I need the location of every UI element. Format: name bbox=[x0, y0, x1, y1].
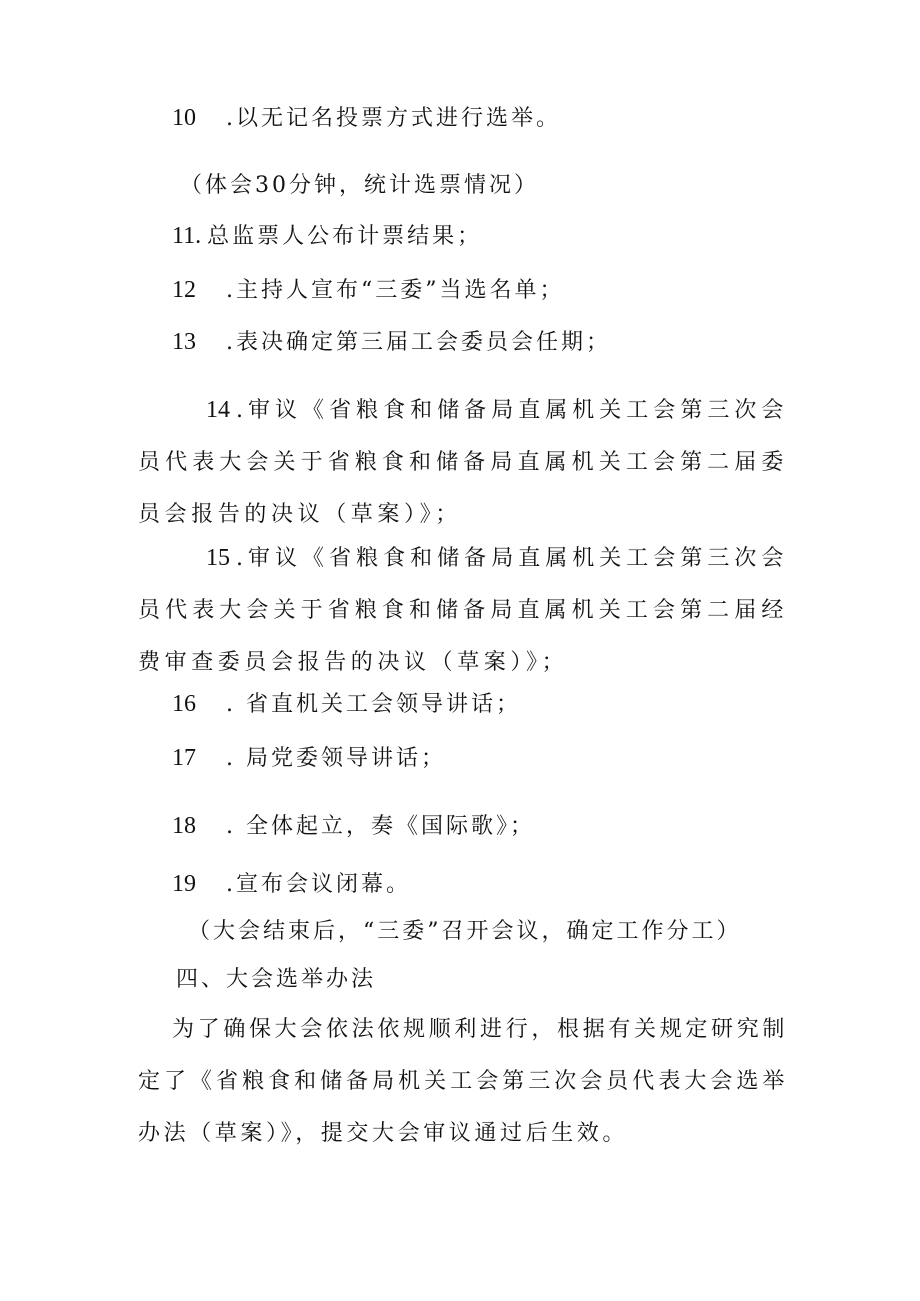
agenda-item-11 bbox=[172, 210, 832, 263]
item-text: .表决确定第三届工会委员会任期； bbox=[226, 330, 611, 355]
agenda-item-15 bbox=[138, 532, 788, 689]
note-text: （大会结束后，“三委”召开会议，确定工作分工） bbox=[188, 919, 742, 944]
item-number: 17 bbox=[172, 745, 196, 771]
agenda-item-17 bbox=[172, 732, 832, 785]
heading-text: 四、大会选举办法 bbox=[176, 967, 377, 992]
agenda-item-10 bbox=[172, 92, 832, 145]
agenda-item-14 bbox=[138, 384, 788, 541]
body-text: 为了确保大会依法依规顺利进行，根据有关规定研究制定了《省粮食和储备局机关工会第三次会员代表大会选举办法（草案）》，提交大会审议通过后生效。 bbox=[138, 1017, 788, 1146]
item-number: 15 bbox=[206, 545, 230, 571]
item-text: 总监票人公布计票结果； bbox=[207, 224, 483, 249]
item-number: 14 bbox=[206, 397, 230, 423]
item-number: 16 bbox=[172, 691, 196, 717]
agenda-note-after bbox=[188, 906, 848, 958]
item-text: .宣布会议闭幕。 bbox=[226, 872, 411, 897]
item-text: . 省直机关工会领导讲话； bbox=[226, 692, 521, 717]
item-text: . 局党委领导讲话； bbox=[226, 746, 446, 771]
item-text: . 全体起立，奏《国际歌》； bbox=[226, 814, 535, 839]
agenda-item-13 bbox=[172, 316, 832, 369]
section-body bbox=[138, 1004, 788, 1160]
item-number: 18 bbox=[172, 813, 196, 839]
agenda-note-break bbox=[180, 160, 840, 212]
item-number: 12 bbox=[172, 277, 196, 303]
note-text: （体会30分钟，统计选票情况） bbox=[180, 173, 539, 198]
agenda-item-18 bbox=[172, 800, 832, 853]
agenda-item-12 bbox=[172, 264, 832, 317]
item-text: .以无记名投票方式进行选举。 bbox=[226, 106, 561, 131]
section-heading bbox=[176, 954, 836, 1006]
agenda-item-19 bbox=[172, 858, 832, 911]
item-number: 11. bbox=[172, 223, 202, 249]
item-text: .审议《省粮食和储备局直属机关工会第三次会员代表大会关于省粮食和储备局直属机关工会第二届经费审查委员会报告的决议（草案）》； bbox=[138, 546, 788, 675]
item-text: .主持人宣布“三委”当选名单； bbox=[226, 278, 565, 303]
item-number: 13 bbox=[172, 329, 196, 355]
item-number: 19 bbox=[172, 871, 196, 897]
agenda-item-16 bbox=[172, 678, 832, 731]
item-number: 10 bbox=[172, 105, 196, 131]
item-text: .审议《省粮食和储备局直属机关工会第三次会员代表大会关于省粮食和储备局直属机关工会第二届委员会报告的决议（草案）》； bbox=[138, 398, 788, 527]
